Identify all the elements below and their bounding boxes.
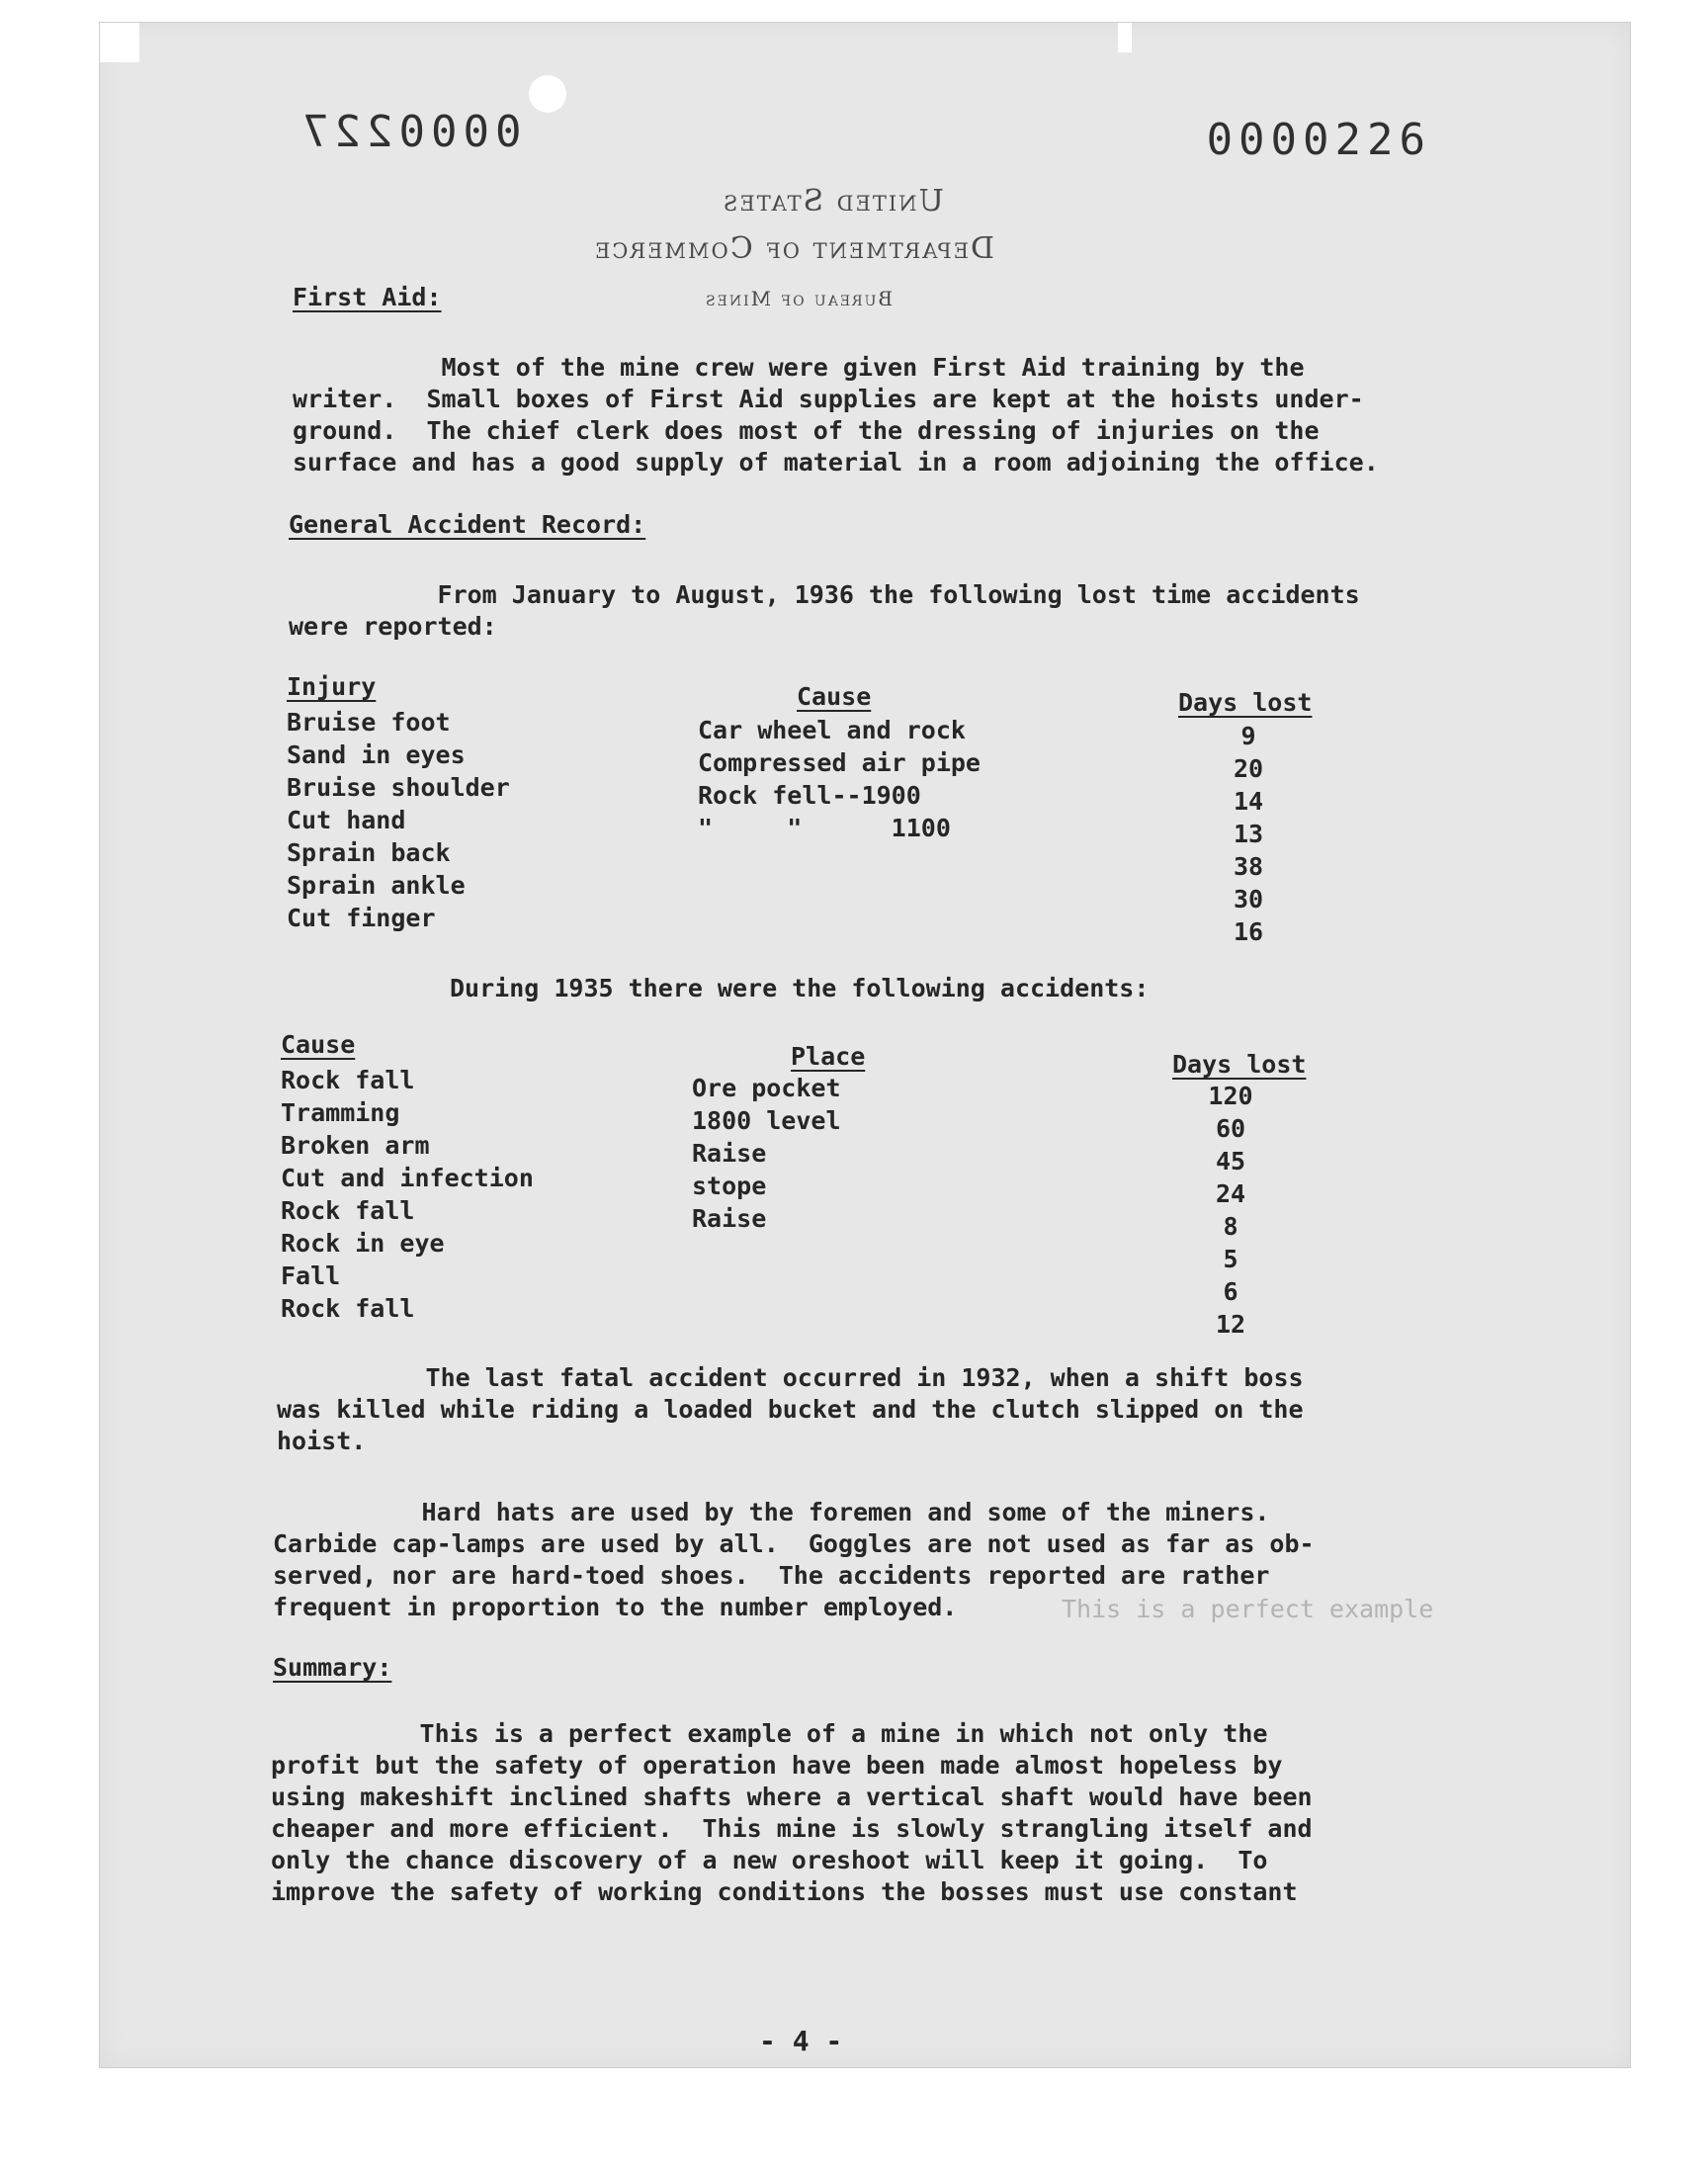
table-cell: stope [692,1172,767,1200]
table-cell: 9 [1240,722,1256,750]
table-1936-cause-column [698,714,981,844]
table-cell: Sprain back [287,838,451,867]
table-cell: Broken arm [281,1131,430,1160]
table-cell: 12 [1215,1310,1246,1339]
table-1935-place-column [692,1072,841,1235]
summary-paragraph: This is a perfect example of a mine in which not only the profit but the safety of operation have been made almost hopeless by using makeshift inclined shafts where a vertical shaft would have been cheaper and more efficient. This mine is slowly strangling itself and only the chance discovery of a new oreshoot will keep it going. To improve the safety of working conditions the bosses must use constant [271,1719,1313,1906]
table-cell: Car wheel and rock [698,716,966,744]
table-cell: Cut finger [287,904,436,932]
table-cell: Raise [692,1204,767,1233]
table-cell: 16 [1233,917,1264,946]
table-cell: 38 [1233,852,1264,881]
table-1935-header-cause: Cause [281,1030,356,1059]
torn-corner [100,23,139,62]
first-aid-paragraph: Most of the mine crew were given First Aid training by the writer. Small boxes of First Aid supplies are kept at the hoists under- ground. The chief clerk does most of the dressing of injuries on the surface and has a good supply of material in a room adjoining the office. [293,353,1379,477]
table-cell: Bruise foot [287,708,451,737]
letterhead-line-2: Department of Commerce [593,231,994,266]
table-cell: 45 [1215,1147,1246,1175]
fatal-accident-paragraph: The last fatal accident occurred in 1932, when a shift boss was killed while riding a loaded bucket and the clutch slipped on the hoist. [277,1363,1304,1455]
serial-number: 0000226 [1206,115,1431,165]
table-1935-days-column [1166,1080,1295,1341]
table-cell: 20 [1233,754,1264,783]
table-cell: 60 [1215,1114,1246,1143]
table-cell: Sand in eyes [287,740,466,769]
accident-record-heading: General Accident Record: [289,510,646,539]
table-cell: 8 [1223,1212,1238,1241]
hard-hats-paragraph: Hard hats are used by the foremen and some of the miners. Carbide cap-lamps are used by all. Goggles are not used as far as ob- served, nor are hard-toed shoes. The accidents reported are rather frequent in proportion to the number employed. [273,1498,1315,1621]
table-1936-header-days: Days lost [1178,688,1313,717]
table-cell: 13 [1233,820,1264,848]
table-cell: Sprain ankle [287,871,466,900]
first-aid-heading: First Aid: [293,283,442,311]
letterhead-line-3: Bureau of Mines [704,287,894,310]
table-cell: Rock fall [281,1196,415,1225]
table-cell: Cut and infection [281,1164,534,1192]
mirrored-serial-number: 0000227 [297,107,522,157]
table-1935-cause-column [281,1064,534,1325]
faded-offset-text: This is a perfect example [1062,1595,1434,1623]
table-cell: Tramming [281,1098,400,1127]
table-cell: " " 1100 [698,814,951,842]
table-1936-header-injury: Injury [287,672,377,701]
table-1936-injury-column [287,706,510,934]
table-1936-header-cause: Cause [797,682,872,711]
letterhead-line-1: United States [722,184,944,218]
accident-record-intro: From January to August, 1936 the following lost time accidents were reported: [289,580,1360,641]
table-cell: Bruise shoulder [287,773,510,802]
summary-heading: Summary: [273,1653,392,1682]
table-cell: 120 [1208,1082,1253,1110]
table-cell: 6 [1223,1277,1238,1306]
table-cell: 1800 level [692,1106,841,1135]
page-number: - 4 - [759,2025,843,2057]
table-cell: 24 [1215,1179,1246,1208]
table-1935-intro: During 1935 there were the following accidents: [450,974,1150,1002]
table-cell: 5 [1223,1245,1238,1273]
punch-hole [529,75,566,113]
table-cell: Compressed air pipe [698,748,981,777]
table-cell: Ore pocket [692,1074,841,1102]
table-cell: Cut hand [287,806,406,834]
table-cell: Rock fall [281,1294,415,1323]
table-cell: Rock fell--1900 [698,781,921,810]
table-1936-days-column [1184,720,1313,948]
table-cell: 14 [1233,787,1264,816]
table-1935-header-days: Days lost [1172,1050,1307,1079]
table-cell: Rock in eye [281,1229,445,1258]
table-cell: Rock fall [281,1066,415,1094]
table-cell: Fall [281,1262,341,1290]
table-cell: Raise [692,1139,767,1168]
table-1935-header-place: Place [791,1042,866,1071]
torn-notch [1118,23,1132,52]
table-cell: 30 [1233,885,1264,914]
